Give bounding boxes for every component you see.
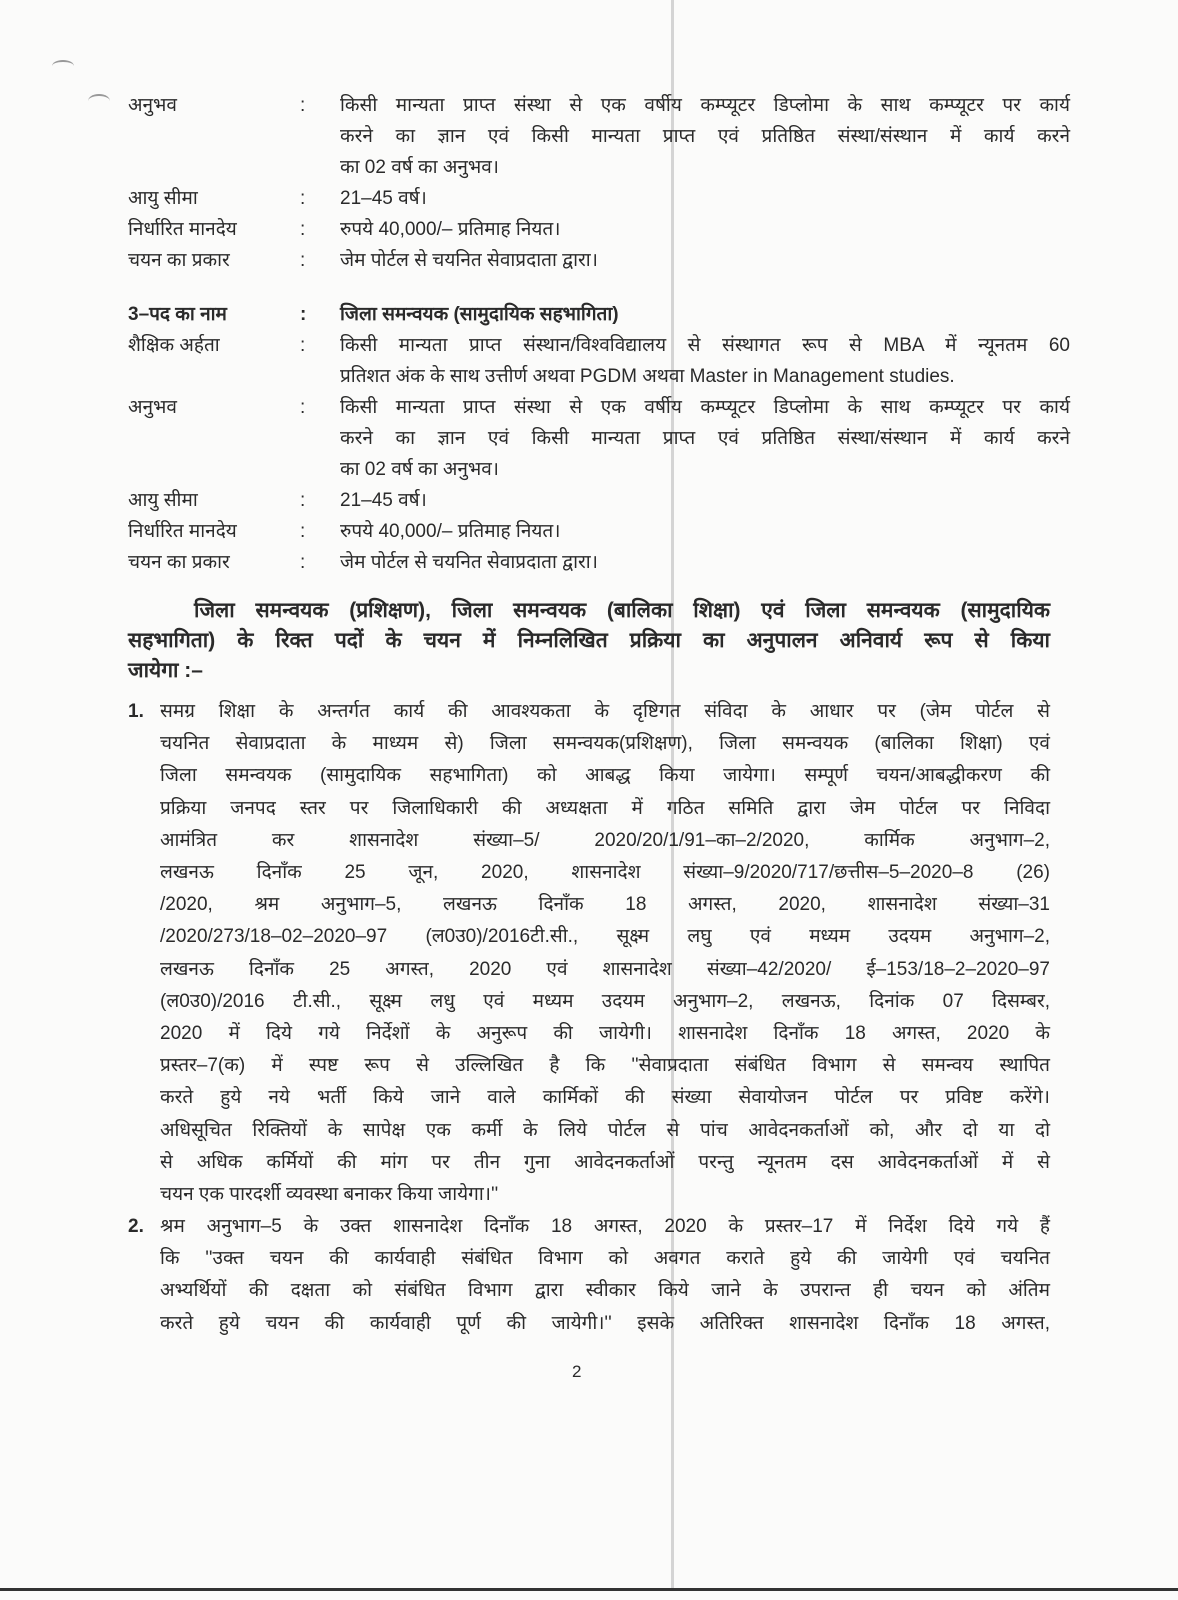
heading-line: जायेगा :–	[128, 659, 203, 682]
field-row	[128, 299, 1070, 330]
text-line: 21–45 वर्ष।	[340, 490, 427, 511]
text-line: प्रतिशत अंक के साथ उत्तीर्ण अथवा PGDM अथवा Master in Management studies.	[340, 366, 955, 387]
text-line: से अधिक कर्मियों की मांग पर तीन गुना आवेदनकर्ताओं परन्तु न्यूनतम दस आवेदनकर्ताओं में से	[160, 1151, 1050, 1173]
text-line: चयन एक पारदर्शी व्यवस्था बनाकर किया जायेगा।''	[160, 1184, 499, 1206]
item-number: 1.	[128, 701, 144, 722]
text-line: कि ''उक्त चयन की कार्यवाही संबंधित विभाग को अवगत कराते हुये की जायेगी एवं चयनित	[160, 1248, 1050, 1270]
text-line: जिला समन्वयक (सामुदायिक सहभागिता) को आबद्ध किया जायेगा। सम्पूर्ण चयन/आबद्धीकरण की	[160, 765, 1050, 787]
field-colon: :	[300, 335, 306, 356]
text-line: जेम पोर्टल से चयनित सेवाप्रदाता द्वारा।	[340, 552, 598, 573]
text-line: करने का ज्ञान एवं किसी मान्यता प्राप्त एवं प्रतिष्ठित संस्था/संस्थान में कार्य करने	[340, 428, 1070, 449]
text-line: (ल0उ0)/2016 टी.सी., सूक्ष्म लधु एवं मध्यम उदयम अनुभाग–2, लखनऊ, दिनांक 07 दिसम्बर,	[160, 990, 1050, 1012]
text-line: लखनऊ दिनाँक 25 अगस्त, 2020 एवं शासनादेश संख्या–42/2020/ ई–153/18–2–2020–97	[160, 958, 1050, 980]
text-line: /2020/273/18–02–2020–97 (ल0उ0)/2016टी.सी., सूक्ष्म लघु एवं मध्यम उदयम अनुभाग–2,	[160, 926, 1050, 948]
field-colon: :	[300, 552, 306, 573]
text-line: का 02 वर्ष का अनुभव।	[340, 157, 500, 178]
field-value	[340, 485, 1070, 516]
field-value	[340, 516, 1070, 547]
text-line: करते हुये चयन की कार्यवाही पूर्ण की जायेगी।'' इसके अतिरिक्त शासनादेश दिनाँक 18 अगस्त,	[160, 1312, 1050, 1334]
field-value	[340, 183, 1070, 214]
field-label: निर्धारित मानदेय	[128, 219, 237, 240]
page-edge	[0, 1588, 1178, 1591]
page-number: 2	[572, 1362, 582, 1381]
text-line: का 02 वर्ष का अनुभव।	[340, 459, 500, 480]
field-value	[340, 245, 1070, 276]
text-line: करने का ज्ञान एवं किसी मान्यता प्राप्त एवं प्रतिष्ठित संस्था/संस्थान में कार्य करने	[340, 126, 1070, 147]
field-value	[340, 330, 1070, 392]
field-value	[340, 392, 1070, 485]
text-line: किसी मान्यता प्राप्त संस्था से एक वर्षीय कम्प्यूटर डिप्लोमा के साथ कम्प्यूटर पर कार्य	[340, 397, 1070, 418]
field-row	[128, 392, 1070, 485]
field-row	[128, 214, 1070, 245]
text-line: प्रक्रिया जनपद स्तर पर जिलाधिकारी की अध्यक्षता में गठित समिति द्वारा जेम पोर्टल पर निविदा	[160, 797, 1050, 819]
field-colon: :	[300, 397, 306, 418]
text-line: किसी मान्यता प्राप्त संस्था से एक वर्षीय कम्प्यूटर डिप्लोमा के साथ कम्प्यूटर पर कार्य	[340, 95, 1070, 116]
field-colon: :	[300, 250, 306, 271]
numbered-item-1	[128, 696, 1050, 1211]
text-line: 2020 में दिये गये निर्देशों के अनुरूप की जायेगी। शासनादेश दिनाँक 18 अगस्त, 2020 के	[160, 1023, 1050, 1045]
field-label: आयु सीमा	[128, 188, 198, 209]
text-line: रुपये 40,000/– प्रतिमाह नियत।	[340, 521, 561, 542]
field-label: शैक्षिक अर्हता	[128, 335, 220, 356]
item-number: 2.	[128, 1216, 144, 1237]
field-value	[340, 299, 1070, 330]
field-label: निर्धारित मानदेय	[128, 521, 237, 542]
heading-line: जिला समन्वयक (प्रशिक्षण), जिला समन्वयक (बालिका शिक्षा) एवं जिला समन्वयक (सामुदायिक	[194, 599, 1050, 622]
text-line: करते हुये नये भर्ती किये जाने वाले कार्मिकों की संख्या सेवायोजन पोर्टल पर प्रविष्ट करेंगे।	[160, 1087, 1050, 1109]
numbered-item-2	[128, 1211, 1050, 1340]
field-colon: :	[300, 188, 306, 209]
text-line: आमंत्रित कर शासनादेश संख्या–5/ 2020/20/1/91–का–2/2020, कार्मिक अनुभाग–2,	[160, 829, 1050, 851]
post-details-3	[128, 299, 1070, 578]
scan-mark	[52, 60, 74, 72]
item-body	[160, 1211, 1050, 1340]
item-body	[160, 696, 1050, 1211]
field-value	[340, 547, 1070, 578]
field-label: 3–पद का नाम	[128, 304, 227, 325]
text-line: अभ्यर्थियों की दक्षता को संबंधित विभाग द्वारा स्वीकार किये जाने के उपरान्त ही चयन को अंतिम	[160, 1280, 1050, 1302]
field-label: आयु सीमा	[128, 490, 198, 511]
text-line: जेम पोर्टल से चयनित सेवाप्रदाता द्वारा।	[340, 250, 598, 271]
post-details-previous	[128, 90, 1070, 276]
field-value	[340, 90, 1070, 183]
field-colon: :	[300, 490, 306, 511]
field-row	[128, 485, 1070, 516]
scan-mark	[88, 94, 110, 108]
field-row	[128, 547, 1070, 578]
text-line: अधिसूचित रिक्तियों के सापेक्ष एक कर्मी के लिये पोर्टल से पांच आवेदनकर्ताओं को, और दो या दो	[160, 1119, 1050, 1141]
field-row	[128, 183, 1070, 214]
field-row	[128, 90, 1070, 183]
procedure-heading	[128, 596, 1050, 686]
text-line: प्रस्तर–7(क) में स्पष्ट रूप से उल्लिखित है कि ''सेवाप्रदाता संबंधित विभाग से समन्वय स्थापित	[160, 1055, 1050, 1077]
field-colon: :	[300, 219, 306, 240]
text-line: /2020, श्रम अनुभाग–5, लखनऊ दिनाँक 18 अगस्त, 2020, शासनादेश संख्या–31	[160, 894, 1050, 916]
field-label: अनुभव	[128, 397, 177, 418]
text-line: 21–45 वर्ष।	[340, 188, 427, 209]
text-line: किसी मान्यता प्राप्त संस्थान/विश्वविद्यालय से संस्थागत रूप से MBA में न्यूनतम 60	[340, 335, 1070, 356]
field-row	[128, 245, 1070, 276]
field-colon: :	[300, 95, 306, 116]
field-label: चयन का प्रकार	[128, 552, 230, 573]
field-label: चयन का प्रकार	[128, 250, 230, 271]
field-colon: :	[300, 304, 307, 325]
text-line: रुपये 40,000/– प्रतिमाह नियत।	[340, 219, 561, 240]
field-colon: :	[300, 521, 306, 542]
text-line: श्रम अनुभाग–5 के उक्त शासनादेश दिनाँक 18 अगस्त, 2020 के प्रस्तर–17 में निर्देश दिये गये हैं	[160, 1216, 1050, 1237]
text-line: लखनऊ दिनाँक 25 जून, 2020, शासनादेश संख्या–9/2020/717/छत्तीस–5–2020–8 (26)	[160, 862, 1050, 884]
text-line: चयनित सेवाप्रदाता के माध्यम से) जिला समन्वयक(प्रशिक्षण), जिला समन्वयक (बालिका शिक्षा) एवं	[160, 733, 1050, 755]
field-value	[340, 214, 1070, 245]
text-line: समग्र शिक्षा के अन्तर्गत कार्य की आवश्यकता के दृष्टिगत संविदा के आधार पर (जेम पोर्टल से	[160, 701, 1050, 722]
field-row	[128, 330, 1070, 392]
field-row	[128, 516, 1070, 547]
heading-line: सहभागिता) के रिक्त पदों के चयन में निम्नलिखित प्रक्रिया का अनुपालन अनिवार्य रूप से किया	[128, 629, 1050, 652]
field-label: अनुभव	[128, 95, 177, 116]
text-line: जिला समन्वयक (सामुदायिक सहभागिता)	[340, 304, 619, 325]
